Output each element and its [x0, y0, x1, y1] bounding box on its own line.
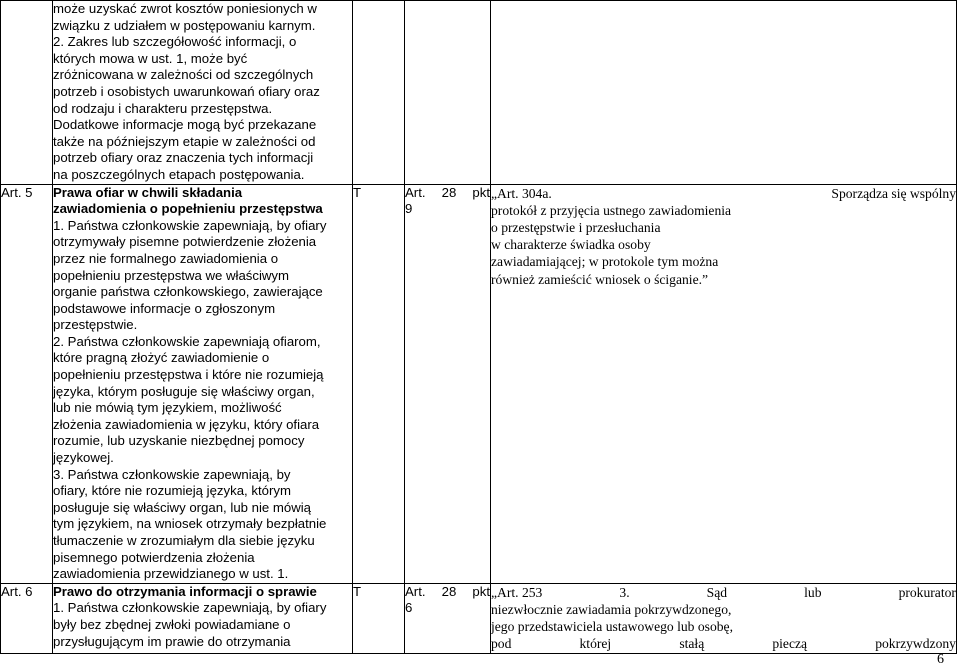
text-word: lub [804, 584, 822, 600]
text-line: 1. Państwa członkowskie zapewniają, by ofiary [53, 217, 327, 233]
text-line [405, 600, 490, 617]
text-word: jego przedstawiciela ustawowego lub osobę, [491, 619, 733, 635]
text-word: protokół z przyjęcia ustnego zawiadomienia [491, 202, 732, 218]
text-line: rozumie, lub uzyskanie niezbędnej pomocy [53, 433, 305, 449]
text-line: przez nie formalnego zawiadomienia o [53, 250, 279, 266]
text-word: pod [491, 636, 512, 652]
article-cell [1, 583, 53, 653]
national-provision-text [491, 584, 956, 653]
text-line: przysługującym im prawie do otrzymania [53, 633, 291, 649]
article-cell [1, 184, 53, 583]
text-line: Prawo do otrzymania informacji o sprawie [53, 583, 317, 599]
table-row-art5 [1, 184, 957, 583]
page-number: 6 [937, 652, 944, 667]
text-word: której [579, 636, 612, 652]
text-line: posługuje się właściwy organ, lub nie mówią [53, 499, 312, 515]
status-mark: T [353, 583, 362, 599]
text-word: pkt [472, 583, 490, 599]
text-line [491, 185, 956, 202]
comment-cell [491, 184, 957, 583]
text-word: Art. [405, 184, 426, 200]
text-line: przestępstwie. [53, 317, 138, 333]
text-word: pokrzywdzony [875, 636, 956, 652]
text-line: potrzeb ofiary oraz znaczenia tych informacji [53, 150, 314, 166]
text-line: może uzyskać zwrot kosztów poniesionych w [53, 1, 317, 16]
text-line [491, 601, 956, 618]
text-line: zawiadomienia przewidzianego w ust. 1. [53, 566, 289, 582]
text-line [491, 635, 956, 652]
text-word: stałą [679, 636, 705, 652]
text-word: pieczą [772, 636, 808, 652]
text-line [491, 584, 956, 601]
text-line [405, 201, 490, 218]
text-line: zawiadomienia o popełnieniu przestępstwa [53, 201, 323, 217]
text-line: tłumaczenie w zrozumiałym dla siebie języku [53, 533, 315, 548]
text-line: na poszczególnych etapach postępowania. [53, 166, 305, 182]
text-line [405, 584, 490, 601]
text-word: zawiadamiającej; w protokole tym można [491, 254, 719, 270]
text-word: Sporządza się wspólny [831, 185, 956, 201]
text-line: podstawowe informacje o zgłoszonym [53, 300, 276, 316]
national-reference [405, 584, 490, 617]
text-word: o przestępstwie i przesłuchania [491, 219, 661, 235]
directive-text-cell [53, 184, 353, 583]
text-line: tym językiem, na wniosek otrzymały bezpłatnie [53, 516, 327, 532]
text-word: również zamieścić wniosek o ściganie.” [491, 271, 709, 287]
comment-cell [491, 1, 957, 185]
text-line: które pragną złożyć zawiadomienie o [53, 350, 270, 366]
article-cell [1, 1, 53, 185]
text-line: 1. Państwa członkowskie zapewniają, by ofiary [53, 600, 327, 616]
text-line: potrzeb i osobistych uwarunkowań ofiary oraz [53, 83, 320, 99]
text-line [491, 219, 956, 236]
text-word: 3. [619, 584, 630, 600]
directive-text [53, 218, 352, 583]
text-word: „Art. 253 [491, 584, 543, 600]
directive-text-cell [53, 1, 353, 185]
article-heading [53, 185, 352, 218]
text-line: także na późniejszym etapie w zależności od [53, 133, 316, 149]
text-line: popełnieniu przestępstwa we właściwym [53, 267, 290, 283]
text-line: 2. Państwa członkowskie zapewniają ofiarom, [53, 333, 321, 349]
reference-cell [405, 184, 491, 583]
text-line [405, 185, 490, 202]
comment-cell [491, 583, 957, 653]
table-row-intro [1, 1, 957, 185]
text-word: prokurator [898, 584, 956, 600]
text-line: otrzymywały pisemne potwierdzenie złożenia [53, 234, 317, 250]
status-mark: T [353, 184, 362, 200]
text-word: 28 [441, 583, 457, 599]
text-line: związku z udziałem w postępowaniu karnym. [53, 17, 316, 33]
table-row-art6 [1, 583, 957, 653]
article-number: Art. 6 [1, 583, 33, 599]
text-line [491, 202, 956, 219]
text-word: „Art. 304a. [491, 185, 552, 201]
text-word: niezwłocznie zawiadamia pokrzywdzonego, [491, 601, 732, 617]
text-line [491, 271, 956, 288]
national-provision-text [491, 185, 956, 288]
text-line: pisemnego potwierdzenia złożenia [53, 549, 255, 565]
national-reference [405, 185, 490, 218]
text-line: 2. Zakres lub szczegółowość informacji, o [53, 34, 297, 50]
text-line [491, 618, 956, 635]
text-line [491, 253, 956, 270]
text-line: od rodzaju i charakteru przestępstwa. [53, 100, 273, 116]
text-line: języka, którym posługuje się właściwy organ, [53, 383, 315, 399]
text-line: popełnieniu przestępstwa i które nie rozumieją [53, 367, 324, 383]
status-cell [353, 583, 405, 653]
article-heading [53, 584, 352, 601]
text-line [491, 236, 956, 253]
text-word: Sąd [706, 584, 728, 600]
text-word: 6 [405, 600, 413, 616]
text-word: w charakterze świadka osoby [491, 237, 651, 253]
text-line: 3. Państwa członkowskie zapewniają, by [53, 466, 291, 482]
reference-cell [405, 583, 491, 653]
text-line: lub nie mówią tym językiem, możliwość [53, 400, 282, 416]
text-line: były bez zbędnej zwłoki powiadamiane o [53, 616, 291, 632]
reference-cell [405, 1, 491, 185]
status-cell [353, 184, 405, 583]
article-number: Art. 5 [1, 184, 33, 200]
text-line: Prawa ofiar w chwili składania [53, 184, 243, 200]
text-word: 28 [441, 184, 457, 200]
text-line: Dodatkowe informacje mogą być przekazane [53, 117, 317, 133]
text-line: ofiary, które nie rozumieją języka, którym [53, 483, 291, 499]
directive-text [53, 600, 352, 650]
text-line: których mowa w ust. 1, może być [53, 50, 248, 66]
text-line: zróżnicowana w zależności od szczególnych [53, 67, 314, 83]
text-word: Art. [405, 583, 426, 599]
status-cell [353, 1, 405, 185]
text-line: organie państwa członkowskiego, zawierające [53, 284, 323, 300]
directive-text [53, 1, 352, 184]
text-word: 9 [405, 201, 413, 217]
text-line: językowej. [53, 450, 114, 466]
directive-text-cell [53, 583, 353, 653]
text-line: złożenia zawiadomienia w języku, który ofiara [53, 416, 320, 432]
text-word: pkt [472, 184, 490, 200]
